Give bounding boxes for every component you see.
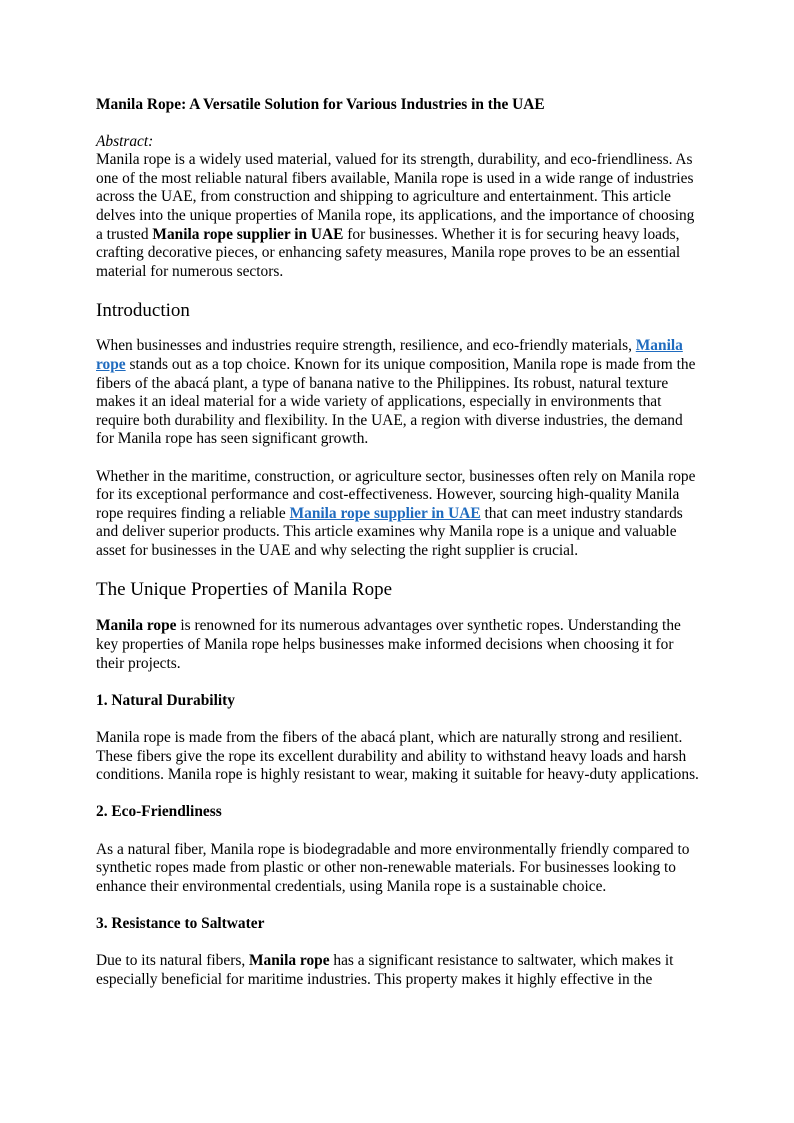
abstract-text-1: Manila rope is a widely used material, valued for its strength, durability, and eco-friendliness. As one of the most reliable natural fibers available, Manila rope is used in a wide range of industries across the UAE, from construction and shipping to agriculture and entertainment. This article delves into the unique properties of Manila rope, its applications, and the importance of choosing a trusted — [96, 151, 695, 243]
intro-p1-before: When businesses and industries require strength, resilience, and eco-friendly materials, — [96, 337, 636, 355]
property-3-text-after: has a significant resistance to saltwater, which makes it especially beneficial for maritime industries. This property makes it highly effective in the — [96, 952, 674, 988]
properties-intro-paragraph — [96, 617, 700, 673]
property-2-text: As a natural fiber, Manila rope is biodegradable and more environmentally friendly compared to synthetic ropes made from plastic or other non-renewable materials. For businesses looking to enhance their environmental credentials, using Manila rope is a sustainable choice. — [96, 840, 690, 895]
properties-intro-bold: Manila rope — [96, 617, 177, 635]
manila-rope-link[interactable]: Manila rope — [96, 337, 683, 373]
intro-p2-after: that can meet industry standards and deliver superior products. This article examines why Manila rope is a unique and valuable asset for businesses in the UAE and why selecting the right supplier is crucial. — [96, 504, 683, 559]
document-page — [96, 96, 700, 989]
document-title: Manila Rope: A Versatile Solution for Various Industries in the UAE — [96, 96, 545, 113]
abstract-paragraph — [96, 151, 700, 281]
property-1-heading: 1. Natural Durability — [96, 691, 235, 709]
abstract-label: Abstract: — [96, 132, 154, 150]
introduction-heading: Introduction — [96, 300, 190, 322]
introduction-paragraph-2 — [96, 468, 700, 561]
property-3-bold: Manila rope — [249, 952, 330, 970]
property-1-text: Manila rope is made from the fibers of the abacá plant, which are naturally strong and resilient. These fibers give the rope its excellent durability and ability to withstand heavy loads and harsh conditions. Manila rope is highly resistant to wear, making it suitable for heavy-duty applications. — [96, 729, 699, 784]
property-3-text-before: Due to its natural fibers, — [96, 952, 250, 970]
property-2-heading: 2. Eco-Friendliness — [96, 803, 222, 821]
intro-p1-after: stands out as a top choice. Known for its unique composition, Manila rope is made from the fibers of the abacá plant, a type of banana native to the Philippines. Its robust, natural texture makes it an ideal material for a wide variety of applications, especially in environments that require both durability and flexibility. In the UAE, a region with diverse industries, the demand for Manila rope has seen significant growth. — [96, 355, 696, 448]
abstract-section — [96, 133, 700, 282]
abstract-text-2: for businesses. Whether it is for securing heavy loads, crafting decorative pieces, or enhancing safety measures, Manila rope proves to be an essential material for numerous sectors. — [96, 225, 681, 280]
abstract-bold-phrase: Manila rope supplier in UAE — [152, 225, 344, 243]
property-3-heading: 3. Resistance to Saltwater — [96, 914, 265, 932]
properties-intro-text: is renowned for its numerous advantages over synthetic ropes. Understanding the key properties of Manila rope helps businesses make informed decisions when choosing it for their projects. — [96, 617, 681, 672]
manila-rope-supplier-link[interactable]: Manila rope supplier in UAE — [289, 504, 481, 522]
property-3-text — [96, 952, 700, 989]
properties-heading: The Unique Properties of Manila Rope — [96, 579, 393, 601]
intro-p2-before: Whether in the maritime, construction, or agriculture sector, businesses often rely on Manila rope for its exceptional performance and cost-effectiveness. However, sourcing high-quality Manila rope requires finding a reliable — [96, 467, 696, 522]
introduction-paragraph-1 — [96, 337, 700, 449]
